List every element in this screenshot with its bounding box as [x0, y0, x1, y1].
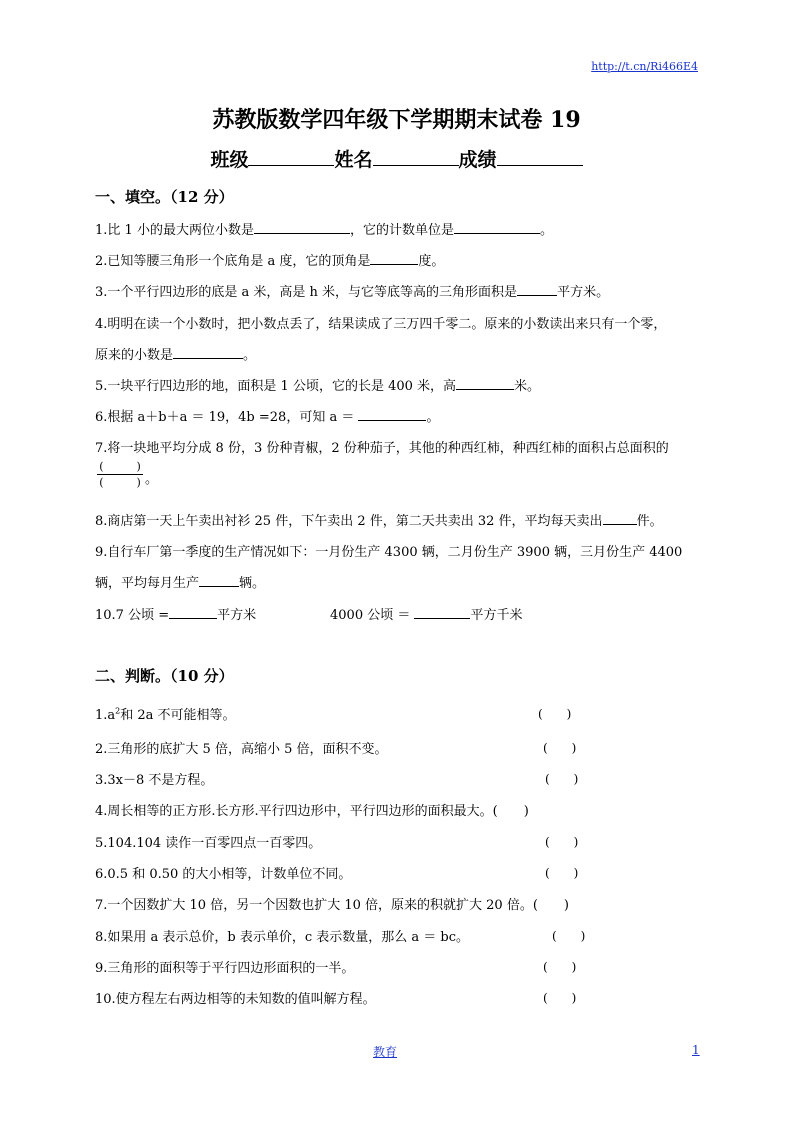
fraction-numerator: ( ) — [99, 460, 141, 473]
question-1-9: 9.自行车厂第一季度的生产情况如下：一月份生产 4300 辆，二月份生产 3900 辆，三月份生产 4400 — [95, 545, 683, 560]
answer-blank[interactable] — [414, 606, 470, 619]
answer-blank[interactable] — [199, 574, 239, 587]
score-label: 成绩 — [458, 149, 497, 171]
fraction-denominator: ( ) — [99, 476, 141, 489]
judge-item-6: 6.0.5 和 0.50 的大小相等，计数单位不同。 — [95, 867, 352, 882]
judge-item-4[interactable]: 4.周长相等的正方形.长方形.平行四边形中，平行四边形的面积最大。( ) — [95, 804, 529, 819]
answer-blank[interactable] — [370, 252, 418, 265]
question-1-7: 7.将一块地平均分成 8 份，3 份种青椒，2 份种茄子，其他的种西红柿，种西红柿的面积占总面积的 — [95, 441, 669, 456]
question-1-4: 4.明明在读一个小数时，把小数点丢了，结果读成了三万四千零二。原来的小数读出来只有一个零， — [95, 317, 667, 332]
judge-paren-5[interactable]: ( ) — [545, 835, 579, 849]
answer-blank[interactable] — [358, 408, 426, 421]
question-1-6: 6.根据 a＋b＋a ＝ 19，4b =28，可知 a ＝ 。 — [95, 410, 440, 425]
judge-paren-8[interactable]: ( ) — [552, 929, 586, 943]
question-1-4-cont: 原来的小数是 。 — [95, 348, 257, 363]
question-1-7-end: 。 — [145, 472, 159, 487]
name-label: 姓名 — [334, 149, 373, 171]
answer-blank[interactable] — [454, 221, 540, 234]
judge-item-7[interactable]: 7.一个因数扩大 10 倍，另一个因数也扩大 10 倍，原来的积就扩大 20 倍。( ) — [95, 898, 569, 913]
fraction-blank[interactable] — [97, 461, 143, 488]
header-link[interactable]: http://t.cn/Ri466E4 — [591, 60, 698, 73]
judge-paren-1[interactable]: ( ) — [538, 707, 572, 721]
section2-heading: 二、判断。（10 分） — [95, 667, 234, 685]
answer-blank[interactable] — [169, 606, 217, 619]
judge-item-1: $1.a^2$和 2a 不可能相等。 — [95, 706, 236, 723]
question-1-5: 5.一块平行四边形的地，面积是 1 公顷，它的长是 400 米，高 米。 — [95, 379, 541, 394]
judge-paren-3[interactable]: ( ) — [545, 772, 579, 786]
question-1-2: 2.已知等腰三角形一个底角是 a 度，它的顶角是 度。 — [95, 254, 445, 269]
section1-heading: 一、填空。（12 分） — [95, 188, 234, 206]
judge-paren-10[interactable]: ( ) — [543, 991, 577, 1005]
question-1-10b: 4000 公顷 ＝ 平方千米 — [330, 608, 523, 623]
answer-blank[interactable] — [254, 221, 350, 234]
student-info-line — [0, 145, 793, 172]
question-1-10a: 10.7 公顷 = 平方米 — [95, 608, 257, 623]
question-1-9-cont: 辆，平均每月生产 辆。 — [95, 576, 266, 591]
class-label: 班级 — [210, 149, 249, 171]
footer-link[interactable]: 教育 — [373, 1045, 398, 1059]
judge-item-10: 10.使方程左右两边相等的未知数的值叫解方程。 — [95, 992, 376, 1007]
answer-blank[interactable] — [173, 346, 243, 359]
judge-item-9: 9.三角形的面积等于平行四边形面积的一半。 — [95, 961, 355, 976]
judge-item-8: 8.如果用 a 表示总价，b 表示单价，c 表示数量，那么 a ＝ bc。 — [95, 930, 470, 945]
question-1-1: 1.比 1 小的最大两位小数是 ，它的计数单位是 。 — [95, 223, 553, 238]
question-1-3: 3.一个平行四边形的底是 a 米，高是 h 米，与它等底等高的三角形面积是 平方米。 — [95, 285, 610, 300]
answer-blank[interactable] — [603, 512, 637, 525]
judge-item-2: 2.三角形的底扩大 5 倍，高缩小 5 倍，面积不变。 — [95, 742, 388, 757]
judge-paren-2[interactable]: ( ) — [543, 741, 577, 755]
name-blank[interactable] — [373, 149, 459, 166]
judge-paren-9[interactable]: ( ) — [543, 960, 577, 974]
page-number: 1 — [692, 1043, 700, 1057]
judge-item-5: 5.104.104 读作一百零四点一百零四。 — [95, 836, 322, 851]
answer-blank[interactable] — [517, 283, 557, 296]
fraction-bar — [97, 474, 143, 475]
judge-paren-6[interactable]: ( ) — [545, 866, 579, 880]
page-title: 苏教版数学四年级下学期期末试卷 19 — [212, 107, 581, 133]
answer-blank[interactable] — [456, 377, 514, 390]
judge-item-3: 3.3x－8 不是方程。 — [95, 773, 214, 788]
question-1-8: 8.商店第一天上午卖出衬衫 25 件，下午卖出 2 件，第二天共卖出 32 件，平均每天卖出 件。 — [95, 514, 663, 529]
class-blank[interactable] — [248, 149, 334, 166]
score-blank[interactable] — [497, 149, 583, 166]
